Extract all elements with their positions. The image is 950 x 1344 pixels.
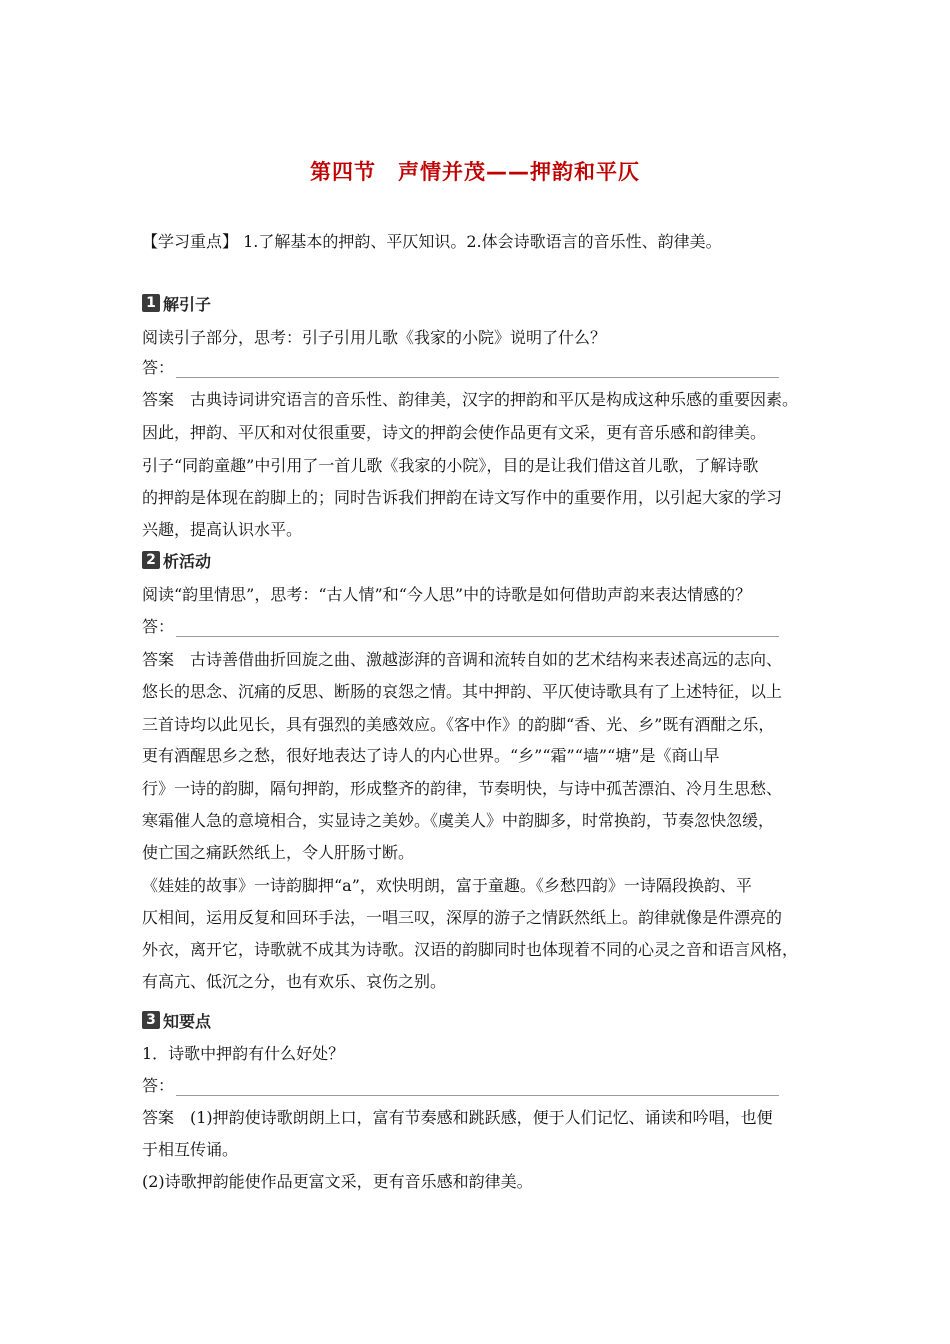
section-3-answer-line: 于相互传诵。 xyxy=(142,1140,239,1159)
study-focus-text: 1.了解基本的押韵、平仄知识。2.体会诗歌语言的音乐性、韵律美。 xyxy=(243,232,722,251)
section-2-answer-line: 行》一诗的韵脚，隔句押韵，形成整齐的韵律，节奏明快，与诗中孤苦漂泊、冷月生思愁、 xyxy=(142,779,783,798)
study-focus-tag: 【学习重点】 xyxy=(142,232,239,251)
section-2-answer-line: 《娃娃的故事》一诗韵脚押“a”，欢快明朗，富于童趣。《乡愁四韵》一诗隔段换韵、平 xyxy=(142,876,752,895)
section-2-answer-line: 三首诗均以此见长，具有强烈的美感效应。《客中作》的韵脚“香、光、乡”既有酒酣之乐， xyxy=(142,715,775,734)
section-number-badge: 2 xyxy=(142,551,160,569)
section-2-heading xyxy=(142,549,211,571)
section-1-answer-field xyxy=(142,358,779,378)
section-2-answer-line: 悠长的思念、沉痛的反思、断肠的哀怨之情。其中押韵、平仄使诗歌具有了上述特征，以上 xyxy=(142,682,783,701)
section-label: 析活动 xyxy=(163,551,212,571)
answer-blank-line xyxy=(176,363,779,378)
section-number-badge: 1 xyxy=(142,294,160,312)
section-3-answer-line: 答案 (1)押韵使诗歌朗朗上口，富有节奏感和跳跃感，便于人们记忆、诵读和吟唱，也便 xyxy=(142,1108,773,1127)
section-3-answer-line: (2)诗歌押韵能使作品更富文采，更有音乐感和韵律美。 xyxy=(142,1172,533,1191)
section-2-answer-line: 寒霜催人急的意境相合，实显诗之美妙。《虞美人》中韵脚多，时常换韵，节奏忽快忽缓， xyxy=(142,811,775,830)
section-label: 解引子 xyxy=(163,294,212,314)
section-2-question: 阅读“韵里情思”，思考：“古人情”和“今人思”中的诗歌是如何借助声韵来表达情感的？ xyxy=(142,585,752,604)
section-2-answer-line: 仄相间，运用反复和回环手法，一唱三叹，深厚的游子之情跃然纸上。韵律就像是件漂亮的 xyxy=(142,908,783,927)
answer-prompt: 答： xyxy=(142,358,175,377)
section-2-answer-line: 外衣，离开它，诗歌就不成其为诗歌。汉语的韵脚同时也体现着不同的心灵之音和语言风格， xyxy=(142,940,799,959)
section-2-answer-line: 答案 古诗善借曲折回旋之曲、激越澎湃的音调和流转自如的艺术结构来表述高远的志向、 xyxy=(142,650,783,669)
study-focus xyxy=(142,232,722,252)
section-label: 知要点 xyxy=(163,1011,212,1031)
section-2-answer-field xyxy=(142,617,779,637)
section-1-answer-line: 答案 古典诗词讲究语言的音乐性、韵律美，汉字的押韵和平仄是构成这种乐感的重要因素。 xyxy=(142,390,799,409)
section-2-answer-line: 有高亢、低沉之分，也有欢乐、哀伤之别。 xyxy=(142,972,447,991)
answer-prompt: 答： xyxy=(142,1076,175,1095)
section-3-question: 1．诗歌中押韵有什么好处？ xyxy=(142,1044,345,1063)
page-title: 第四节 声情并茂——押韵和平仄 xyxy=(310,160,640,184)
answer-blank-line xyxy=(176,622,779,637)
section-3-answer-field xyxy=(142,1076,779,1096)
section-2-answer-line: 使亡国之痛跃然纸上，令人肝肠寸断。 xyxy=(142,843,415,862)
section-1-answer-line: 因此，押韵、平仄和对仗很重要，诗文的押韵会使作品更有文采，更有音乐感和韵律美。 xyxy=(142,423,767,442)
section-1-heading xyxy=(142,292,211,314)
answer-blank-line xyxy=(176,1081,779,1096)
section-1-answer-line: 引子“同韵童趣”中引用了一首儿歌《我家的小院》，目的是让我们借这首儿歌，了解诗歌 xyxy=(142,456,759,475)
section-3-heading xyxy=(142,1009,211,1031)
section-2-answer-line: 更有酒醒思乡之愁，很好地表达了诗人的内心世界。“乡”“霜”“墙”“塘”是《商山早 xyxy=(142,746,720,765)
section-1-question: 阅读引子部分，思考：引子引用儿歌《我家的小院》说明了什么？ xyxy=(142,328,607,347)
answer-prompt: 答： xyxy=(142,617,175,636)
section-1-answer-line: 的押韵是体现在韵脚上的；同时告诉我们押韵在诗文写作中的重要作用，以引起大家的学习 xyxy=(142,488,783,507)
section-number-badge: 3 xyxy=(142,1011,160,1029)
section-1-answer-line: 兴趣，提高认识水平。 xyxy=(142,520,303,539)
